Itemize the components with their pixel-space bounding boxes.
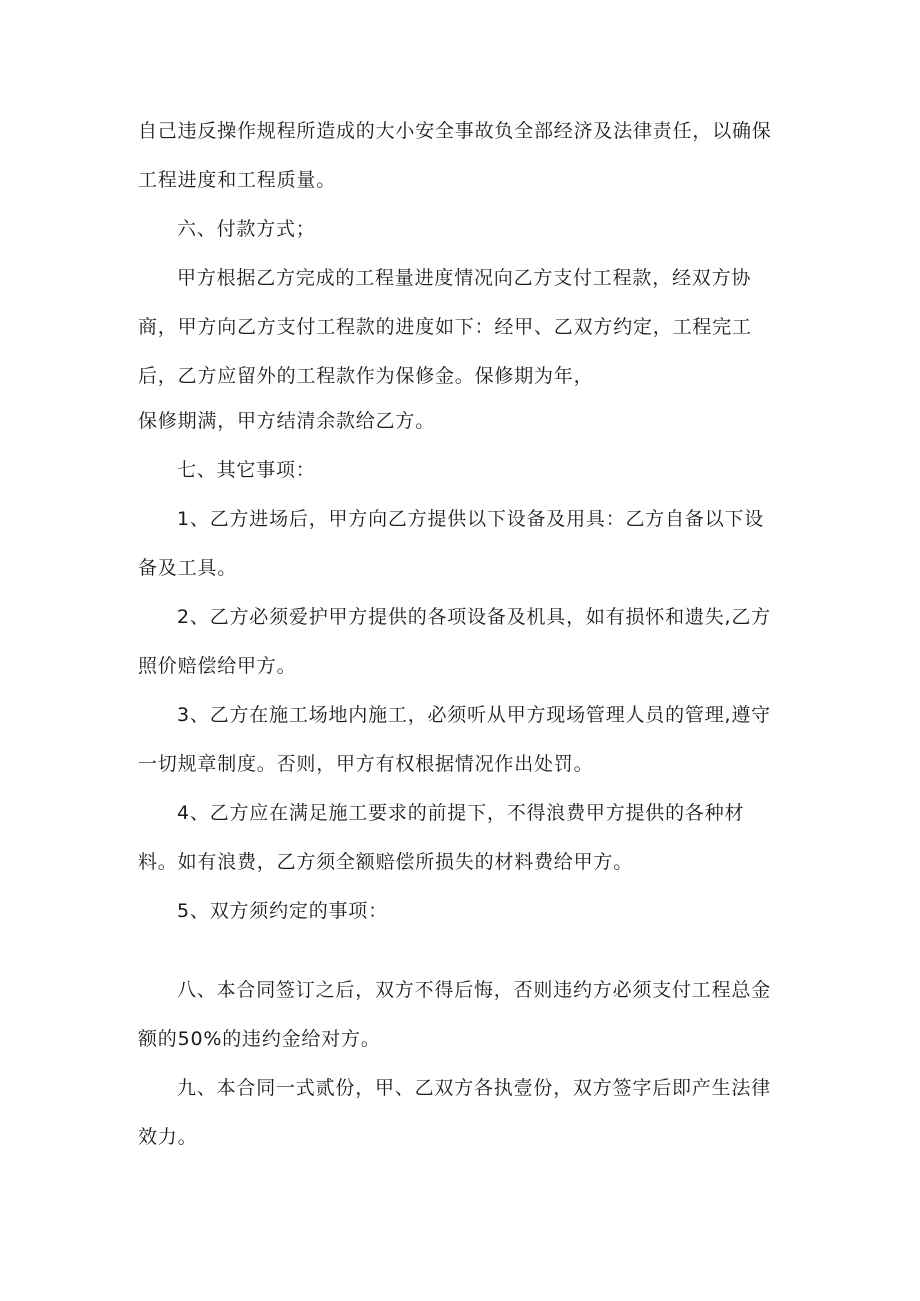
section-eight: 八、本合同签订之后，双方不得后悔，否则违约方必须支付工程总金 [177,979,772,1001]
paragraph-line: 自己违反操作规程所造成的大小安全事故负全部经济及法律责任，以确保 [138,120,772,142]
paragraph-line: 甲方根据乙方完成的工程量进度情况向乙方支付工程款，经双方协 [177,267,752,289]
paragraph-line: 额的50%的违约金给对方。 [138,1028,381,1050]
list-item-1: 1、乙方进场后，甲方向乙方提供以下设备及用具：乙方自备以下设 [177,508,765,530]
paragraph-line: 一切规章制度。否则，甲方有权根据情况作出处罚。 [138,753,594,775]
section-heading-other-matters: 七、其它事项： [177,459,316,481]
paragraph-line: 商，甲方向乙方支付工程款的进度如下：经甲、乙双方约定，工程完工 [138,316,752,338]
paragraph-line: 工程进度和工程质量。 [138,169,337,191]
paragraph-line: 料。如有浪费，乙方须全额赔偿所损失的材料费给甲方。 [138,851,634,873]
paragraph-line: 照价赔偿给甲方。 [138,655,297,677]
list-item-2: 2、乙方必须爱护甲方提供的各项设备及机具，如有损怀和遗失,乙方 [177,606,771,628]
paragraph-line: 后，乙方应留外的工程款作为保修金。保修期为年， [138,365,594,387]
list-item-3: 3、乙方在施工场地内施工，必须听从甲方现场管理人员的管理,遵守 [177,704,771,726]
list-item-4: 4、乙方应在满足施工要求的前提下，不得浪费甲方提供的各种材 [177,802,745,824]
paragraph-line: 效力。 [138,1126,198,1148]
section-heading-payment: 六、付款方式； [177,218,316,240]
list-item-5: 5、双方须约定的事项： [177,900,388,922]
paragraph-line: 保修期满，甲方结清余款给乙方。 [138,410,436,432]
section-nine: 九、本合同一式贰份，甲、乙双方各执壹份，双方签字后即产生法律 [177,1077,772,1099]
paragraph-line: 备及工具。 [138,557,238,579]
